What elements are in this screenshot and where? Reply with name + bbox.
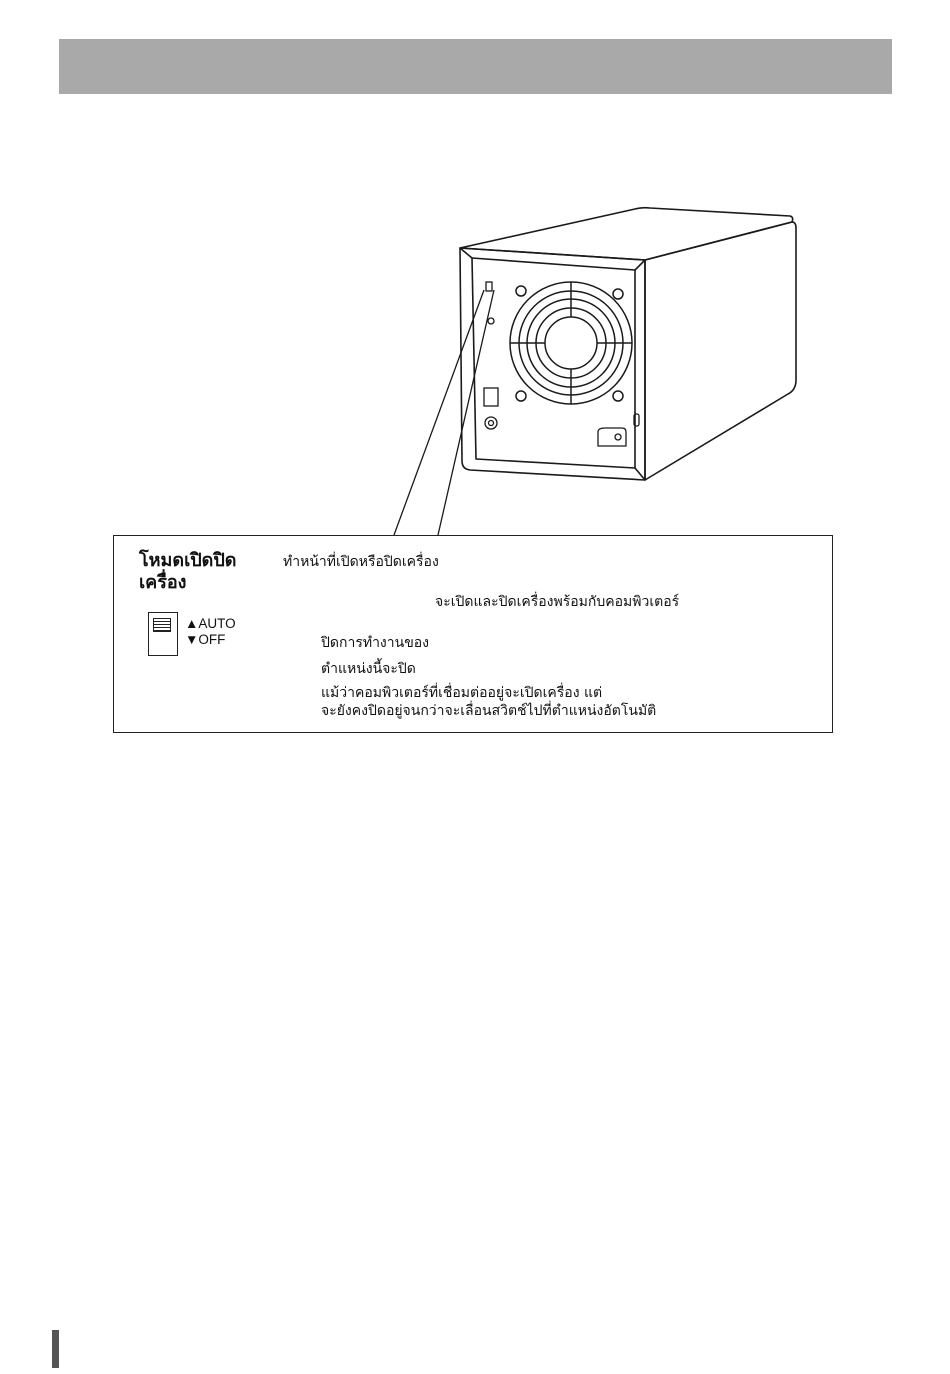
switch-off-label: ▼OFF	[185, 632, 226, 647]
power-mode-callout	[113, 535, 833, 733]
switch-knob	[153, 618, 171, 632]
switch-labels	[185, 616, 236, 648]
callout-line-2: จะเปิดและปิดเครื่องพร้อมกับคอมพิวเตอร์	[435, 594, 680, 610]
callout-title: โหมดเปิดปิดเครื่อง	[139, 550, 237, 593]
callout-line-3: ปิดการทำงานของ	[321, 635, 430, 651]
drive-enclosure-illustration	[380, 200, 820, 540]
power-switch-icon	[148, 612, 178, 656]
callout-line-6: จะยังคงปิดอยู่จนกว่าจะเลื่อนสวิตช์ไปที่ตำแหน่งอัตโนมัติ	[321, 703, 657, 719]
switch-auto-label: ▲AUTO	[185, 616, 236, 631]
page-edge-mark	[52, 1330, 59, 1368]
callout-line-1: ทำหน้าที่เปิดหรือปิดเครื่อง	[283, 554, 439, 570]
callout-line-5: แม้ว่าคอมพิวเตอร์ที่เชื่อมต่ออยู่จะเปิดเครื่อง แต่	[321, 685, 603, 701]
callout-line-4: ตำแหน่งนี้จะปิด	[321, 661, 416, 677]
header-bar	[59, 39, 892, 94]
